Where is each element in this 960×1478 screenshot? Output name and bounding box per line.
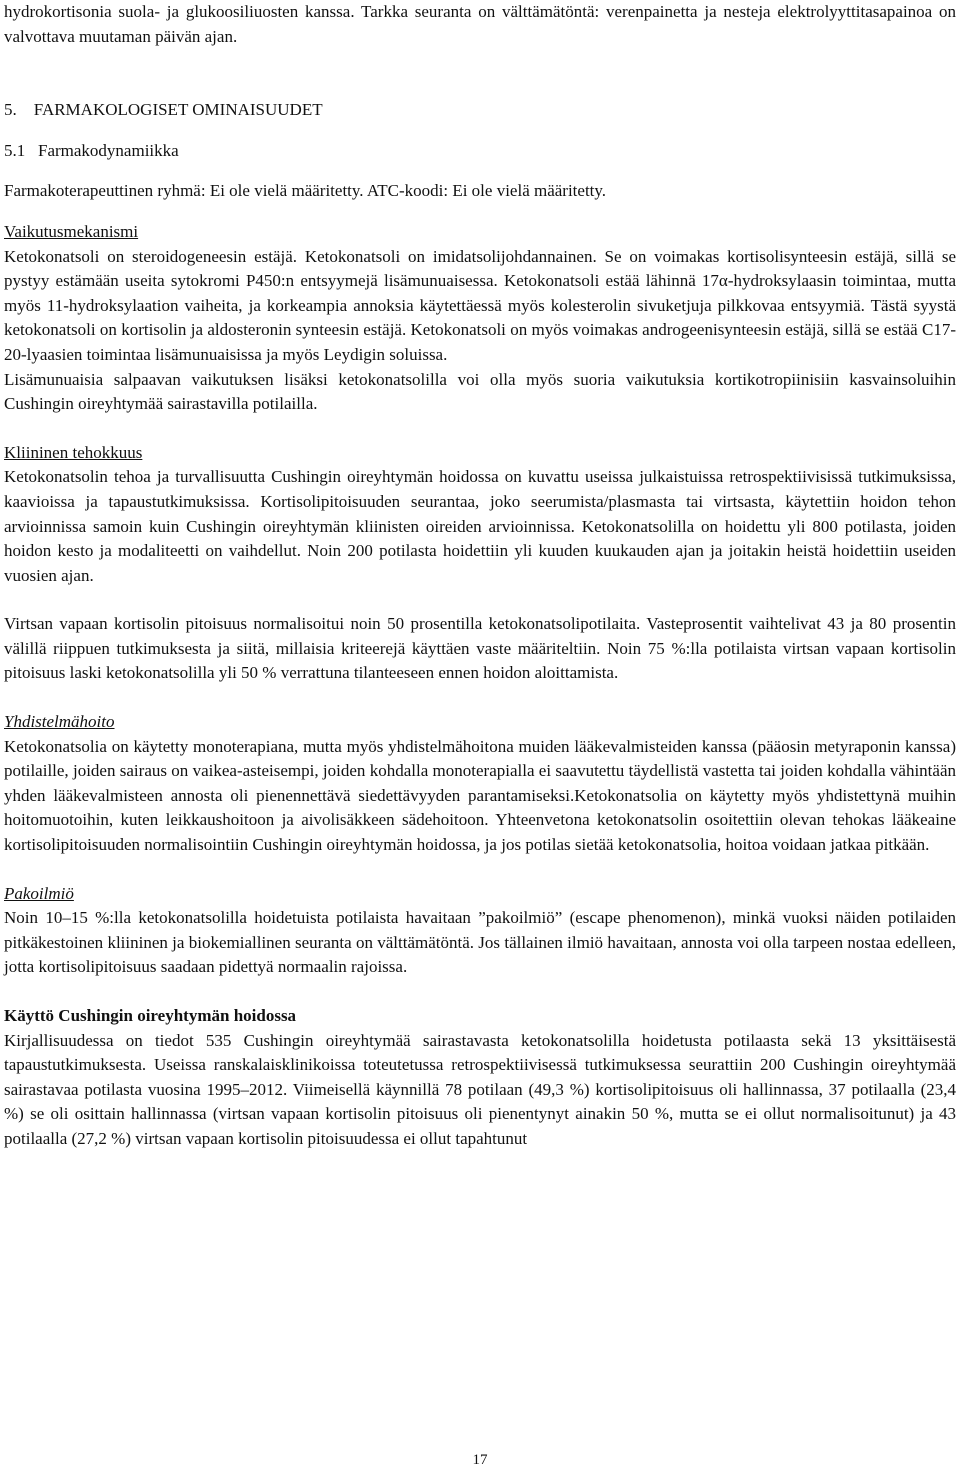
mechanism-heading: Vaikutusmekanismi [4,221,139,241]
intro-paragraph: hydrokortisonia suola- ja glukoosiliuosten kanssa. Tarkka seuranta on välttämätöntä: verenpainetta ja nesteja elektrolyyttitasapainoa on valvottava muutaman päivän ajan. [4,2,956,46]
usage-heading: Käyttö Cushingin oireyhtymän hoidossa [4,1006,297,1025]
clinical-paragraph-1: Ketokonatsolin tehoa ja turvallisuutta Cushingin oireyhtymän hoidossa on kuvattu useissa julkaistuissa retrospektiivisissä tutkimuksissa, kaavioissa ja tapaustutkimuksissa. Kortisolipitoisuuden seurantaa, joko seerumista/plasmasta tai virtsasta, käytettiin hoidon tehon arvioinnissa samoin kuin Cushingin oireyhtymän kliinisten oireiden arvioinnissa. Ketokonatsolilla on hoidettu yli 800 potilasta, joiden hoidon kesto ja modaliteetti on vaihdellut. Noin 200 potilasta hoidettiin yli kuuden kuukauden ajan ja joitakin heistä hoidettiin useiden vuosien ajan. [4,467,956,585]
combination-heading: Yhdistelmähoito [4,712,115,732]
usage-paragraph: Kirjallisuudessa on tiedot 535 Cushingin oireyhtymää sairastavasta ketokonatsolilla hoidetusta potilaasta sekä 13 yksittäisestä tapaustutkimuksesta. Useissa ranskalaisklinikoissa toteutetussa retrospektiivisessä tutkimuksessa seurattiin 200 Cushingin oireyhtymää sairastavaa potilasta vuosina 1995–2012. Viimeisellä käynnillä 78 potilaan (49,3 %) kortisolipitoisuus oli hallinnassa, 37 potilaalla (23,4 %) se oli osittain hallinnassa (virtsan vapaan kortisolin pitoisuus oli pienentynyt ainakin 50 %, mutta se ei ollut normalisoitunut) ja 43 potilaalla (27,2 %) virtsan vapaan kortisolin pitoisuudessa ei ollut tapahtunut [4,1030,956,1148]
section-heading: 5. FARMAKOLOGISET OMINAISUUDET [4,100,323,120]
mechanism-paragraph-1: Ketokonatsoli on steroidogeneesin estäjä. Ketokonatsoli on imidatsolijohdannainen. Se on voimakas kortisolisynteesin estäjä, sillä se pystyy estämään useita sytokromi P450:n entsyymejä lisämunuaisessa. Ketokonatsoli estää lähinnä 17α-hydroksylaasin toimintaa, mutta myös 11-hydroksylaation vaiheita, ja korkeampia annoksia käytettäessä myös kolesterolin sivuketjuja pilkkovaa entsyymiä. Tästä syystä ketokonatsoli on kortisolin ja aldosteronin synteesin estäjä. Ketokonatsoli on myös voimakas androgeenisynteesin estäjä, sillä se estää C17-20-lyaasien toimintaa lisämunuaisissa ja myös Leydigin soluissa. [4,246,956,364]
mechanism-paragraph-2: Lisämunuaisia salpaavan vaikutuksen lisäksi ketokonatsolilla voi olla myös suoria vaikutuksia kortikotropiinisiin kasvainsoluihin Cushingin oireyhtymää sairastavilla potilailla. [4,369,956,414]
page-number: 17 [472,1452,488,1468]
combination-paragraph: Ketokonatsolia on käytetty monoterapiana, mutta myös yhdistelmähoitona muiden lääkevalmisteiden kanssa (pääosin metyraponin kanssa) potilaille, joiden sairaus on vaikea-asteisempi, joiden kohdalla monoterapialla ei saavutettu täydellistä vastetta tai joiden kohdalla vähintään yhden lääkevalmisteen annosta oli pienennettävä siedettävyyden parantamiseksi.Ketokonatsolia on käytetty myös yhdistettynä muihin hoitomuotoihin, kuten leikkaushoitoon ja aivolisäkkeen sädehoitoon. Yhteenvetona ketokonatsolin osoitettiin olevan tehokas lääkeaine kortisolipitoisuuden normalisointiin Cushingin oireyhtymän hoidossa, ja jos potilas sietää ketokonatsolia, hoitoa voidaan jatkaa pitkään. [4,736,956,855]
clinical-heading: Kliininen tehokkuus [4,442,143,462]
atc-group-line: Farmakoterapeuttinen ryhmä: Ei ole vielä määritetty. ATC-koodi: Ei ole vielä määritetty. [4,181,607,201]
subsection-heading: 5.1 Farmakodynamiikka [4,140,179,160]
escape-paragraph: Noin 10–15 %:lla ketokonatsolilla hoidetuista potilaista havaitaan ”pakoilmiö” (escape phenomenon), minkä vuoksi näiden potilaiden pitkäkestoinen kliininen ja biokemiallinen seuranta on välttämätöntä. Jos tällainen ilmiö havaitaan, annosta voi olla tarpeen nostaa edelleen, jotta kortisolipitoisuus saadaan pidettyä normaalin rajoissa. [4,908,956,977]
escape-heading: Pakoilmiö [4,883,74,903]
clinical-paragraph-2: Virtsan vapaan kortisolin pitoisuus normalisoitui noin 50 prosentilla ketokonatsolipotilaita. Vasteprosentit vaihtelivat 43 ja 80 prosentin välillä riippuen tutkimuksesta ja siitä, millaisia kriteerejä käyttäen vaste määriteltiin. Noin 75 %:lla potilaista virtsan vapaan kortisolin pitoisuus laski ketokonatsolilla yli 50 % verrattuna tilanteeseen ennen hoidon aloittamista. [4,614,956,683]
